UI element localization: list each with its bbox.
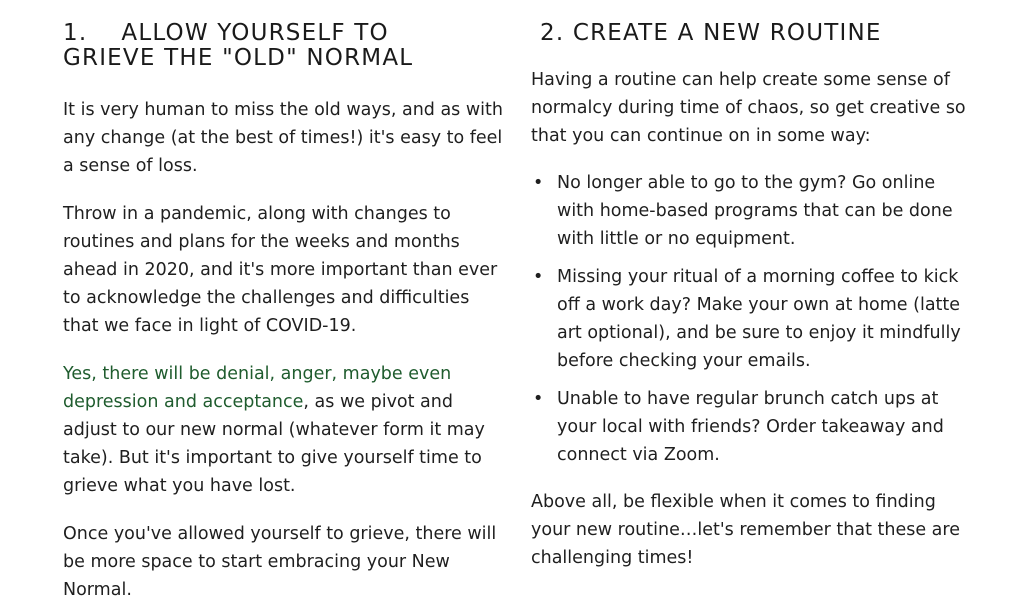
list-item: [531, 263, 971, 375]
section-grieve: [63, 0, 503, 604]
paragraph-pandemic: Throw in a pandemic, along with changes to routines and plans for the weeks and months ahead in 2020, and it's more important than ever to acknowledge the challenges and difficulties that we face in light of COVID-19.: [63, 204, 498, 336]
paragraph-miss-old-ways: It is very human to miss the old ways, and as with any change (at the best of times!) it's easy to feel a sense of loss.: [63, 100, 503, 176]
section-heading-routine: 2. CREATE A NEW ROUTINE: [540, 20, 882, 46]
bullet-icon: •: [533, 173, 544, 193]
list-item: [531, 385, 971, 469]
list-item: [531, 169, 971, 253]
list-item-text: Missing your ritual of a morning coffee to kick off a work day? Make your own at home (latte art optional), and be sure to enjoy it mindfully before checking your emails.: [557, 267, 961, 371]
paragraph-closing: Above all, be flexible when it comes to finding your new routine…let's remember that these are challenging times!: [531, 492, 960, 568]
list-item-text: Unable to have regular brunch catch ups at your local with friends? Order takeaway and connect via Zoom.: [557, 389, 944, 465]
paragraph-embrace: Once you've allowed yourself to grieve, there will be more space to start embracing your New Normal.: [63, 524, 497, 600]
section-routine: [531, 0, 971, 572]
paragraph-stages-rest: , as we pivot and adjust to our new normal (whatever form it may take). But it's important to give yourself time to grieve what you have lost.: [63, 392, 485, 496]
paragraph-routine-intro: Having a routine can help create some sense of normalcy during time of chaos, so get creative so that you can continue on in some way:: [531, 70, 966, 146]
section-heading-grieve: 1. ALLOW YOURSELF TO GRIEVE THE "OLD" NORMAL: [63, 20, 414, 71]
bullet-icon: •: [533, 267, 544, 287]
bullet-icon: •: [533, 389, 544, 409]
paragraph-stages: [63, 360, 503, 500]
list-item-text: No longer able to go to the gym? Go online with home-based programs that can be done with little or no equipment.: [557, 173, 953, 249]
highlighted-stages-text: Yes, there will be denial, anger, maybe even depression and acceptance: [63, 364, 452, 412]
routine-tips-list: [531, 169, 971, 469]
